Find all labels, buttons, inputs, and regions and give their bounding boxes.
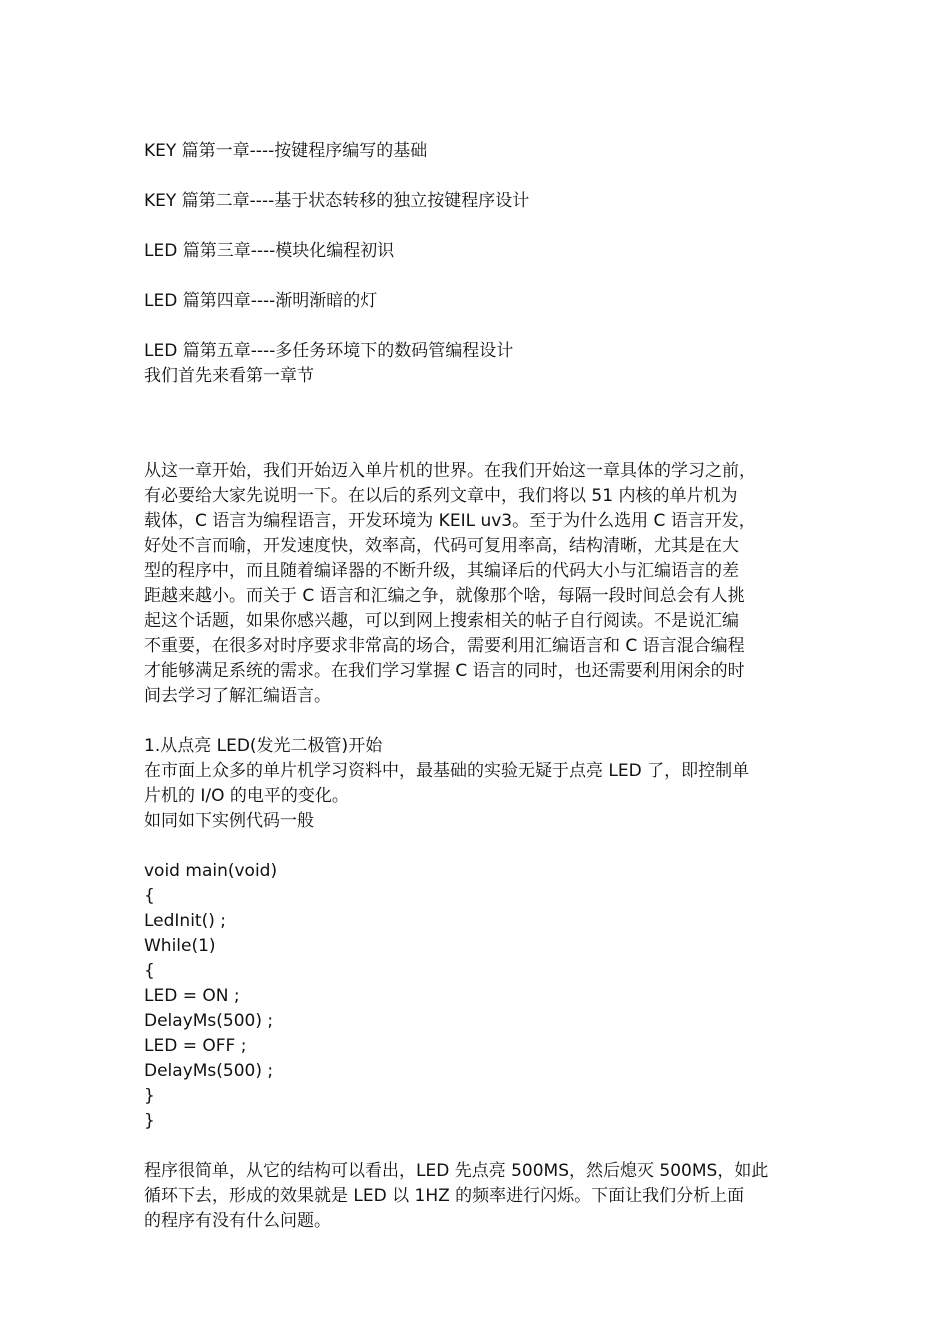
code-line: DelayMs(500) ; (144, 1061, 274, 1081)
paragraph-line: 间去学习了解汇编语言。 (144, 686, 331, 706)
paragraph-line: 从这一章开始，我们开始迈入单片机的世界。在我们开始这一章具体的学习之前， (144, 461, 756, 481)
code-block (144, 859, 808, 1134)
paragraph-line: 如同如下实例代码一般 (144, 811, 314, 831)
paragraph-line: 起这个话题，如果你感兴趣，可以到网上搜索相关的帖子自行阅读。不是说汇编 (144, 611, 739, 631)
toc-item-1: KEY 篇第一章----按键程序编写的基础 (144, 141, 428, 161)
paragraph-line: 型的程序中，而且随着编译器的不断升级，其编译后的代码大小与汇编语言的差 (144, 561, 739, 581)
section-heading: 1.从点亮 LED(发光二极管)开始 (144, 736, 383, 756)
paragraph-led (144, 759, 808, 834)
code-line: LED = OFF ; (144, 1036, 247, 1056)
intro-line: 我们首先来看第一章节 (144, 366, 314, 386)
paragraph-line: 载体，C 语言为编程语言，开发环境为 KEIL uv3。至于为什么选用 C 语言开发， (144, 511, 756, 531)
toc-item-5: LED 篇第五章----多任务环境下的数码管编程设计 (144, 341, 514, 361)
code-line: { (144, 886, 155, 906)
code-line: LED = ON ; (144, 986, 240, 1006)
paragraph-analysis (144, 1159, 808, 1234)
paragraph-line: 的程序有没有什么问题。 (144, 1211, 331, 1231)
document-content (144, 139, 808, 1234)
paragraph-line: 循环下去，形成的效果就是 LED 以 1HZ 的频率进行闪烁。下面让我们分析上面 (144, 1186, 745, 1206)
code-line: DelayMs(500) ; (144, 1011, 274, 1031)
code-line: LedInit() ; (144, 911, 226, 931)
code-line: } (144, 1111, 155, 1131)
paragraph-line: 有必要给大家先说明一下。在以后的系列文章中，我们将以 51 内核的单片机为 (144, 486, 738, 506)
code-line: { (144, 961, 155, 981)
paragraph-line: 不重要，在很多对时序要求非常高的场合，需要利用汇编语言和 C 语言混合编程 (144, 636, 745, 656)
paragraph-line: 距越来越小。而关于 C 语言和汇编之争，就像那个啥，每隔一段时间总会有人挑 (144, 586, 745, 606)
toc-item-2: KEY 篇第二章----基于状态转移的独立按键程序设计 (144, 191, 530, 211)
paragraph-line: 在市面上众多的单片机学习资料中，最基础的实验无疑于点亮 LED 了，即控制单 (144, 761, 750, 781)
code-line: void main(void) (144, 861, 278, 881)
paragraph-intro (144, 459, 808, 709)
toc-item-3: LED 篇第三章----模块化编程初识 (144, 241, 395, 261)
toc-item-4: LED 篇第四章----渐明渐暗的灯 (144, 291, 378, 311)
code-line: } (144, 1086, 155, 1106)
paragraph-line: 片机的 I/O 的电平的变化。 (144, 786, 349, 806)
paragraph-line: 好处不言而喻，开发速度快，效率高，代码可复用率高，结构清晰，尤其是在大 (144, 536, 739, 556)
paragraph-line: 程序很简单，从它的结构可以看出，LED 先点亮 500MS，然后熄灭 500MS，如此 (144, 1161, 769, 1181)
paragraph-line: 才能够满足系统的需求。在我们学习掌握 C 语言的同时，也还需要利用闲余的时 (144, 661, 745, 681)
code-line: While(1) (144, 936, 216, 956)
